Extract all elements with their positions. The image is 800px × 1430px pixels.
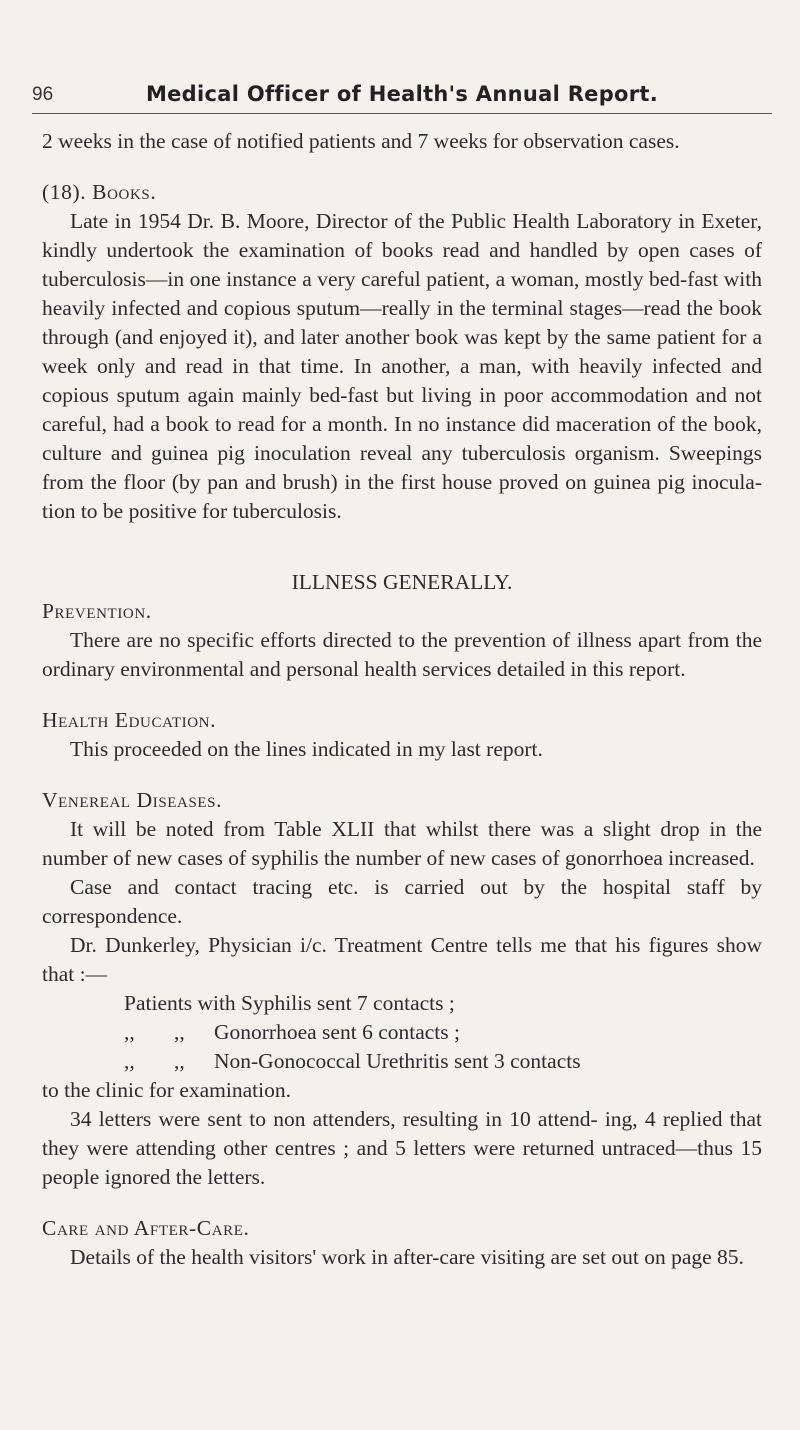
aftercare-heading: Care and After-Care. [42,1216,250,1240]
contacts-line-syphilis: Patients with Syphilis sent 7 contacts ; [124,991,455,1015]
venereal-paragraph-3: Dr. Dunkerley, Physician i/c. Treatment Centre tells me that his figures show that :— [42,933,762,986]
books-heading: (18). Books. [42,180,157,204]
running-head: Medical Officer of Health's Annual Report. [145,82,659,106]
contacts-line-continuation: to the clinic for examination. [42,1078,291,1102]
prevention-heading: Prevention. [42,599,152,623]
venereal-paragraph-2: Case and contact tracing etc. is carried out by the hospital staff by correspondence. [42,875,762,928]
venereal-heading: Venereal Diseases. [42,788,223,812]
venereal-paragraph-1: It will be noted from Table XLII that whilst there was a slight drop in the number of new cases of syphilis the number of new cases of gonorrhoea increased. [42,817,762,870]
contacts-line-gonorrhoea: ,, ,, Gonorrhoea sent 6 contacts ; [124,1020,460,1044]
illness-title: ILLNESS GENERALLY. [291,570,513,594]
health-education-paragraph: This proceeded on the lines indicated in my last report. [70,737,543,761]
page-number: 96 [32,84,54,105]
intro-paragraph: 2 weeks in the case of notified patients and 7 weeks for observation cases. [42,129,680,153]
health-education-heading: Health Education. [42,708,217,732]
aftercare-paragraph: Details of the health visitors' work in after-care visiting are set out on page 85. [70,1245,744,1269]
page-body [42,127,762,1272]
header-rule [32,113,772,114]
books-paragraph: Late in 1954 Dr. B. Moore, Director of the Public Health Laboratory in Exeter, kindly undertook the examination of books read and handled by open cases of tuberculosis—in one instance a very careful patient, a woman, mostly bed-fast with heavily infected and copious sputum—really in the terminal stages—read the book through (and enjoyed it), and later another book was kept by the same patient for a week only and read in that time. In another, a man, with heavily infected and copious sputum again mainly bed-fast but living in poor accommodation and not careful, had a book to read for a month. In no instance did maceration of the book, culture and guinea pig inoculation reveal any tuberculosis organism. Sweepings from the floor (by pan and brush) in the first house proved on guinea pig inocula- tion to be positive for tuberculosis. [42,209,762,523]
venereal-paragraph-4: 34 letters were sent to non attenders, resulting in 10 attend- ing, 4 replied that they were attending other centres ; and 5 letters were returned untraced—thus 15 people ignored the letters. [42,1107,762,1189]
page-header [32,84,772,112]
contacts-line-ngu: ,, ,, Non-Gonococcal Urethritis sent 3 contacts [124,1049,581,1073]
prevention-paragraph: There are no specific efforts directed to the prevention of illness apart from the ordinary environmental and personal health services detailed in this report. [42,628,762,681]
